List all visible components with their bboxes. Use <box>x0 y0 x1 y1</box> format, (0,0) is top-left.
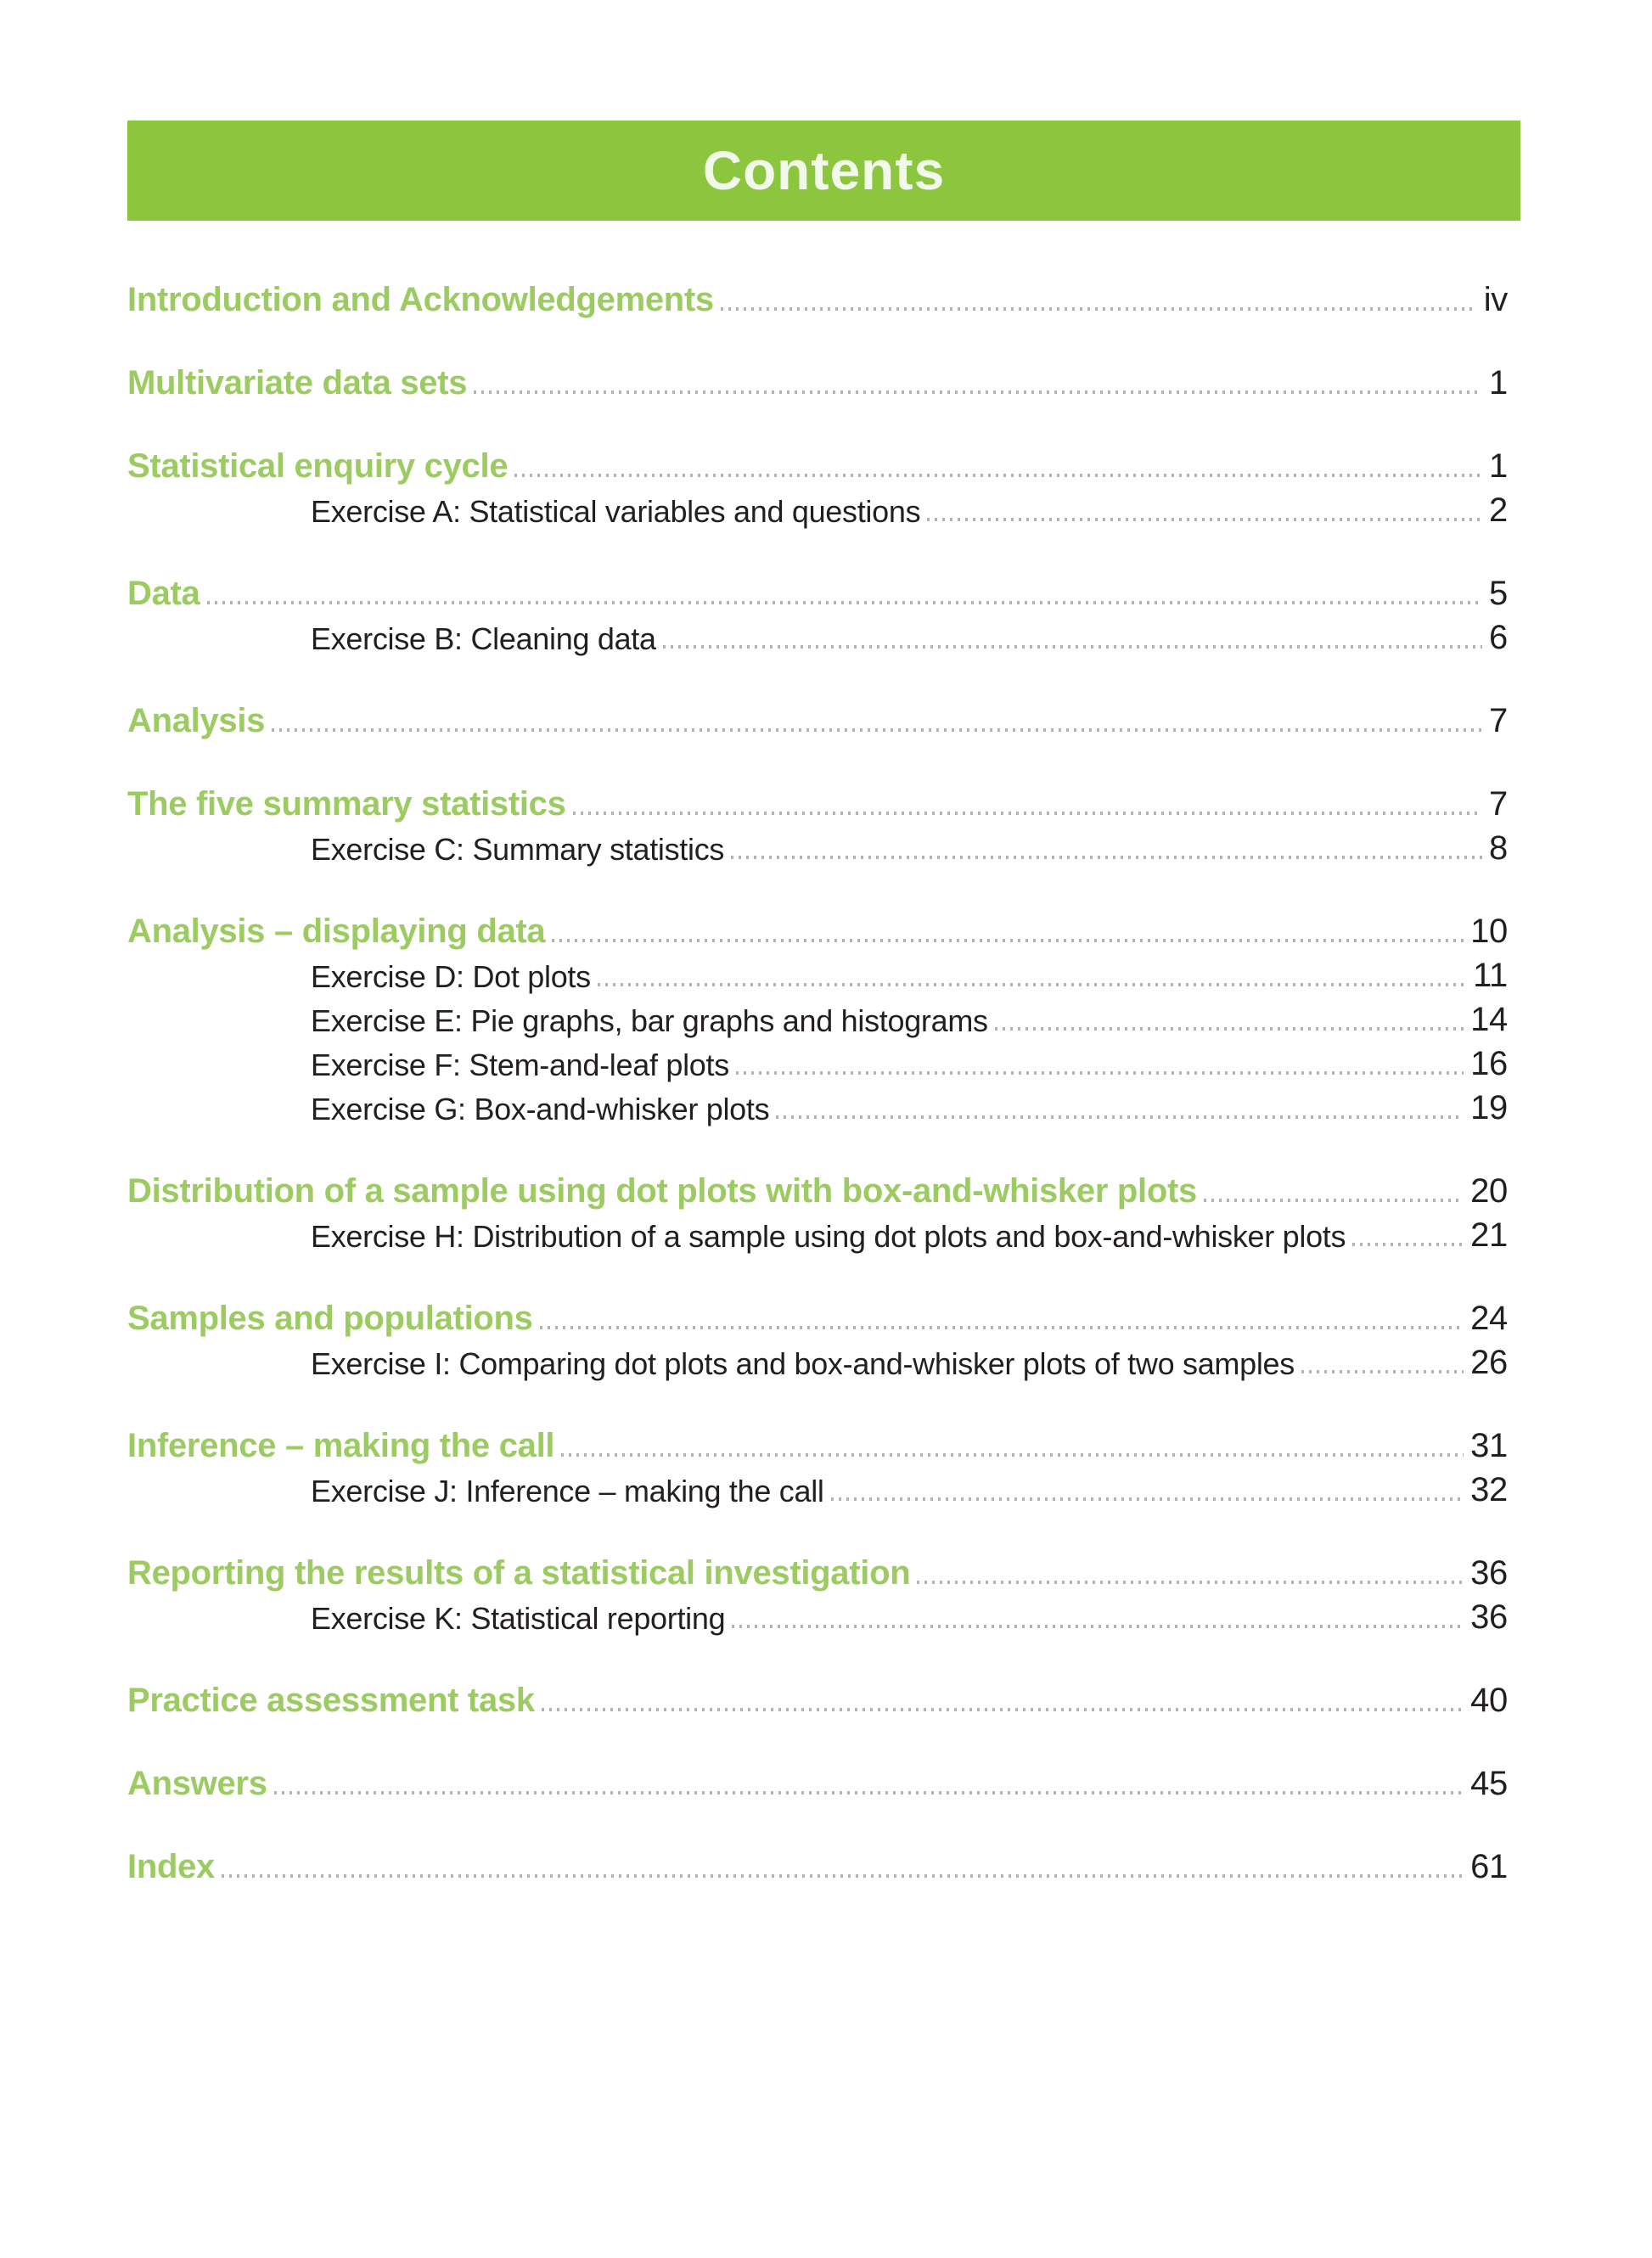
toc-page-number: 31 <box>1470 1426 1508 1464</box>
toc-entry-label: Answers <box>127 1764 267 1802</box>
toc-page-number: 16 <box>1470 1044 1508 1082</box>
toc-entry-label: Exercise I: Comparing dot plots and box-and-whisker plots of two samples <box>311 1346 1295 1382</box>
toc-page-number: 61 <box>1470 1847 1508 1885</box>
toc-page-number: 14 <box>1470 1000 1508 1038</box>
toc-group <box>127 906 1508 1126</box>
toc-page-number: 5 <box>1489 574 1508 612</box>
toc-group <box>127 568 1508 656</box>
toc-section-row <box>127 441 1508 485</box>
toc-exercise-row <box>127 1464 1508 1508</box>
dotted-leader <box>474 390 1482 394</box>
dotted-leader <box>776 1115 1464 1119</box>
toc-entry-label: The five summary statistics <box>127 784 566 823</box>
toc-page-number: 19 <box>1470 1088 1508 1126</box>
toc-group <box>127 1758 1508 1802</box>
dotted-leader <box>1301 1370 1464 1373</box>
toc-entry-label: Exercise J: Inference – making the call <box>311 1474 824 1509</box>
dotted-leader <box>222 1874 1464 1878</box>
toc-page-number: 32 <box>1470 1470 1508 1508</box>
toc-entry-label: Analysis <box>127 701 266 739</box>
toc-section-row <box>127 274 1508 318</box>
toc-group <box>127 778 1508 867</box>
toc-section-row <box>127 695 1508 739</box>
dotted-leader <box>995 1027 1464 1031</box>
toc-page-number: 45 <box>1470 1764 1508 1802</box>
toc-section-row <box>127 778 1508 823</box>
dotted-leader <box>731 856 1482 859</box>
toc-entry-label: Statistical enquiry cycle <box>127 447 509 485</box>
toc-entry-label: Analysis – displaying data <box>127 912 546 950</box>
toc-section-row <box>127 568 1508 612</box>
toc-page-number: 8 <box>1489 828 1508 867</box>
toc-group <box>127 1293 1508 1381</box>
toc-entry-label: Distribution of a sample using dot plots with box-and-whisker plots <box>127 1171 1197 1210</box>
toc-exercise-row <box>127 994 1508 1038</box>
toc-section-row <box>127 906 1508 950</box>
toc-entry-label: Inference – making the call <box>127 1426 555 1464</box>
contents-header-bar <box>127 121 1520 221</box>
toc-exercise-row <box>127 1337 1508 1381</box>
toc-entry-label: Reporting the results of a statistical investigation <box>127 1553 911 1592</box>
dotted-leader <box>274 1791 1464 1795</box>
toc-group <box>127 1166 1508 1254</box>
page-title: Contents <box>702 140 946 201</box>
toc-entry-label: Exercise H: Distribution of a sample using dot plots and box-and-whisker plots <box>311 1219 1346 1255</box>
dotted-leader <box>732 1625 1464 1628</box>
toc-page-number: 36 <box>1470 1598 1508 1636</box>
dotted-leader <box>736 1071 1464 1075</box>
dotted-leader <box>514 474 1482 477</box>
toc-section-row <box>127 1420 1508 1464</box>
dotted-leader <box>573 812 1482 815</box>
toc-group <box>127 695 1508 739</box>
toc-entry-label: Exercise C: Summary statistics <box>311 832 725 868</box>
toc-group <box>127 1547 1508 1636</box>
dotted-leader <box>207 601 1483 604</box>
toc-entry-label: Exercise G: Box-and-whisker plots <box>311 1092 770 1127</box>
toc-exercise-row <box>127 612 1508 656</box>
dotted-leader <box>272 728 1482 732</box>
dotted-leader <box>917 1581 1464 1584</box>
dotted-leader <box>927 518 1482 521</box>
toc-page-number: 40 <box>1470 1681 1508 1719</box>
dotted-leader <box>663 645 1482 649</box>
toc-entry-label: Exercise D: Dot plots <box>311 959 591 995</box>
toc-page-number: 7 <box>1489 784 1508 823</box>
toc-exercise-row <box>127 950 1508 994</box>
toc-page-number: 21 <box>1470 1216 1508 1254</box>
toc-exercise-row <box>127 485 1508 529</box>
toc-exercise-row <box>127 1038 1508 1082</box>
toc-page-number: 10 <box>1470 912 1508 950</box>
toc-exercise-row <box>127 1210 1508 1254</box>
toc-entry-label: Multivariate data sets <box>127 363 468 402</box>
toc-section-row <box>127 357 1508 402</box>
toc-entry-label: Index <box>127 1847 215 1885</box>
toc-page-number: 1 <box>1489 363 1508 402</box>
toc-group <box>127 1420 1508 1508</box>
toc-section-row <box>127 1547 1508 1592</box>
toc-page-number: 7 <box>1489 701 1508 739</box>
toc-page-number: 6 <box>1489 618 1508 656</box>
toc-entry-label: Exercise E: Pie graphs, bar graphs and histograms <box>311 1003 988 1039</box>
toc-page-number: 20 <box>1470 1171 1508 1210</box>
dotted-leader <box>542 1708 1464 1711</box>
dotted-leader <box>561 1453 1464 1457</box>
toc-entry-label: Practice assessment task <box>127 1681 535 1719</box>
toc-section-row <box>127 1166 1508 1210</box>
dotted-leader <box>598 983 1466 986</box>
dotted-leader <box>540 1326 1464 1329</box>
toc-exercise-row <box>127 1082 1508 1126</box>
toc-page-number: 36 <box>1470 1553 1508 1592</box>
toc-page-number: iv <box>1483 280 1508 318</box>
toc-entry-label: Exercise A: Statistical variables and questions <box>311 494 921 530</box>
toc-section-row <box>127 1841 1508 1885</box>
toc-group <box>127 274 1508 318</box>
toc-entry-label: Exercise K: Statistical reporting <box>311 1601 726 1637</box>
toc-page-number: 2 <box>1489 491 1508 529</box>
toc-section-row <box>127 1758 1508 1802</box>
toc-entry-label: Exercise B: Cleaning data <box>311 621 656 657</box>
toc-section-row <box>127 1293 1508 1337</box>
toc-page-number: 26 <box>1470 1343 1508 1381</box>
dotted-leader <box>721 307 1477 311</box>
toc-page-number: 1 <box>1489 447 1508 485</box>
toc-section-row <box>127 1675 1508 1719</box>
toc-page-number: 24 <box>1470 1299 1508 1337</box>
toc-exercise-row <box>127 1592 1508 1636</box>
toc-entry-label: Data <box>127 574 200 612</box>
toc-page-number: 11 <box>1473 956 1508 994</box>
toc-exercise-row <box>127 823 1508 867</box>
toc-group <box>127 357 1508 402</box>
dotted-leader <box>552 939 1464 942</box>
dotted-leader <box>831 1497 1464 1501</box>
dotted-leader <box>1352 1243 1464 1246</box>
toc-entry-label: Introduction and Acknowledgements <box>127 280 714 318</box>
toc-group <box>127 441 1508 529</box>
toc-group <box>127 1675 1508 1719</box>
dotted-leader <box>1204 1199 1464 1202</box>
table-of-contents <box>127 274 1508 1924</box>
toc-entry-label: Samples and populations <box>127 1299 533 1337</box>
toc-entry-label: Exercise F: Stem-and-leaf plots <box>311 1048 729 1083</box>
toc-group <box>127 1841 1508 1885</box>
